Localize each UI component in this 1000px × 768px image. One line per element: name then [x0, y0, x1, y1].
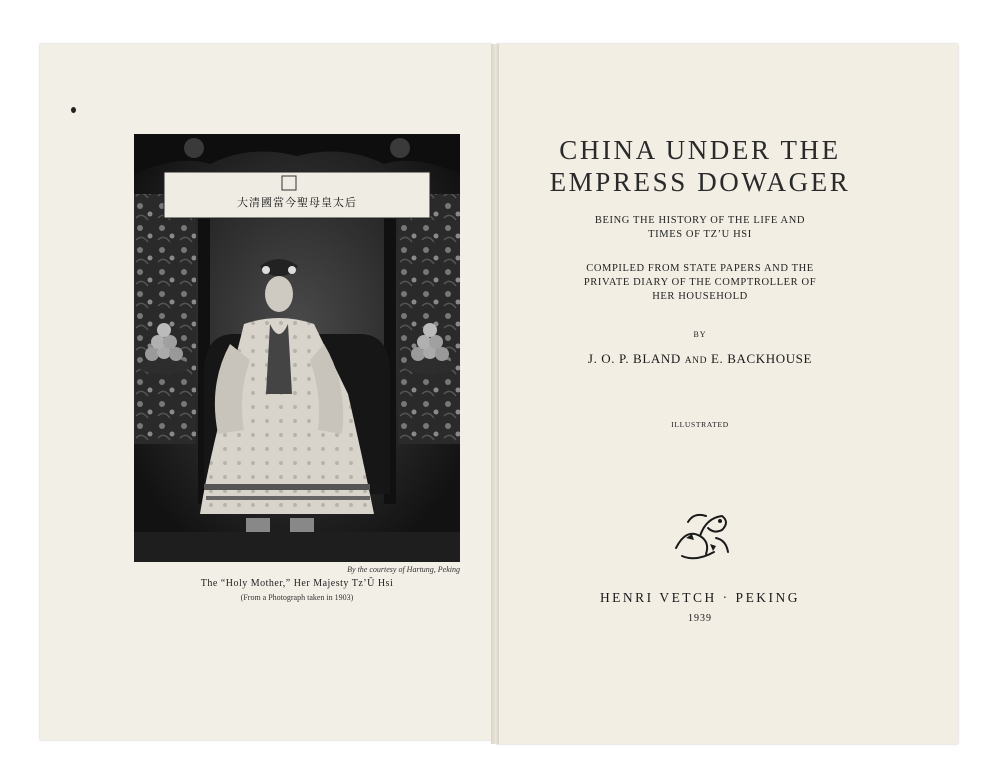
publisher: HENRI VETCH · PEKING	[599, 590, 801, 605]
subtitle-history-line-1: BEING THE HISTORY OF THE LIFE AND	[594, 215, 806, 226]
subtitle-history	[500, 214, 900, 242]
author-backhouse: E. BACKHOUSE	[710, 351, 813, 366]
printer-device-icon	[666, 508, 736, 564]
by-line: BY	[693, 330, 707, 339]
subtitle-sources-line-3: HER HOUSEHOLD	[652, 291, 748, 302]
book-gutter	[491, 44, 499, 744]
photo-credit: By the courtesy of Hartung, Peking	[347, 565, 460, 574]
author-bland: J. O. P. BLAND	[587, 351, 681, 366]
paper-speck	[71, 107, 76, 113]
plate-inscription: 大清國當今聖母皇太后	[237, 196, 357, 209]
authors	[500, 351, 900, 367]
portrait-photo	[134, 134, 460, 562]
book-title-line-2: EMPRESS DOWAGER	[549, 167, 851, 197]
subtitle-history-line-2: TIMES OF TZ’U HSI	[648, 229, 752, 240]
subtitle-sources	[500, 262, 900, 304]
subtitle-sources-line-2: PRIVATE DIARY OF THE COMPTROLLER OF	[583, 277, 817, 288]
publication-year: 1939	[688, 613, 712, 624]
author-and: AND	[684, 356, 708, 366]
subtitle-sources-line-1: COMPILED FROM STATE PAPERS AND THE	[586, 263, 814, 274]
illustrated-label: ILLUSTRATED	[671, 420, 729, 429]
photo-caption: The “Holy Mother,” Her Majesty Tz’Ŭ Hsi	[200, 578, 394, 589]
portrait-photo-drawing	[134, 134, 460, 562]
book-title-line-1: CHINA UNDER THE	[559, 135, 841, 165]
photo-caption-note: (From a Photograph taken in 1903)	[240, 593, 354, 602]
